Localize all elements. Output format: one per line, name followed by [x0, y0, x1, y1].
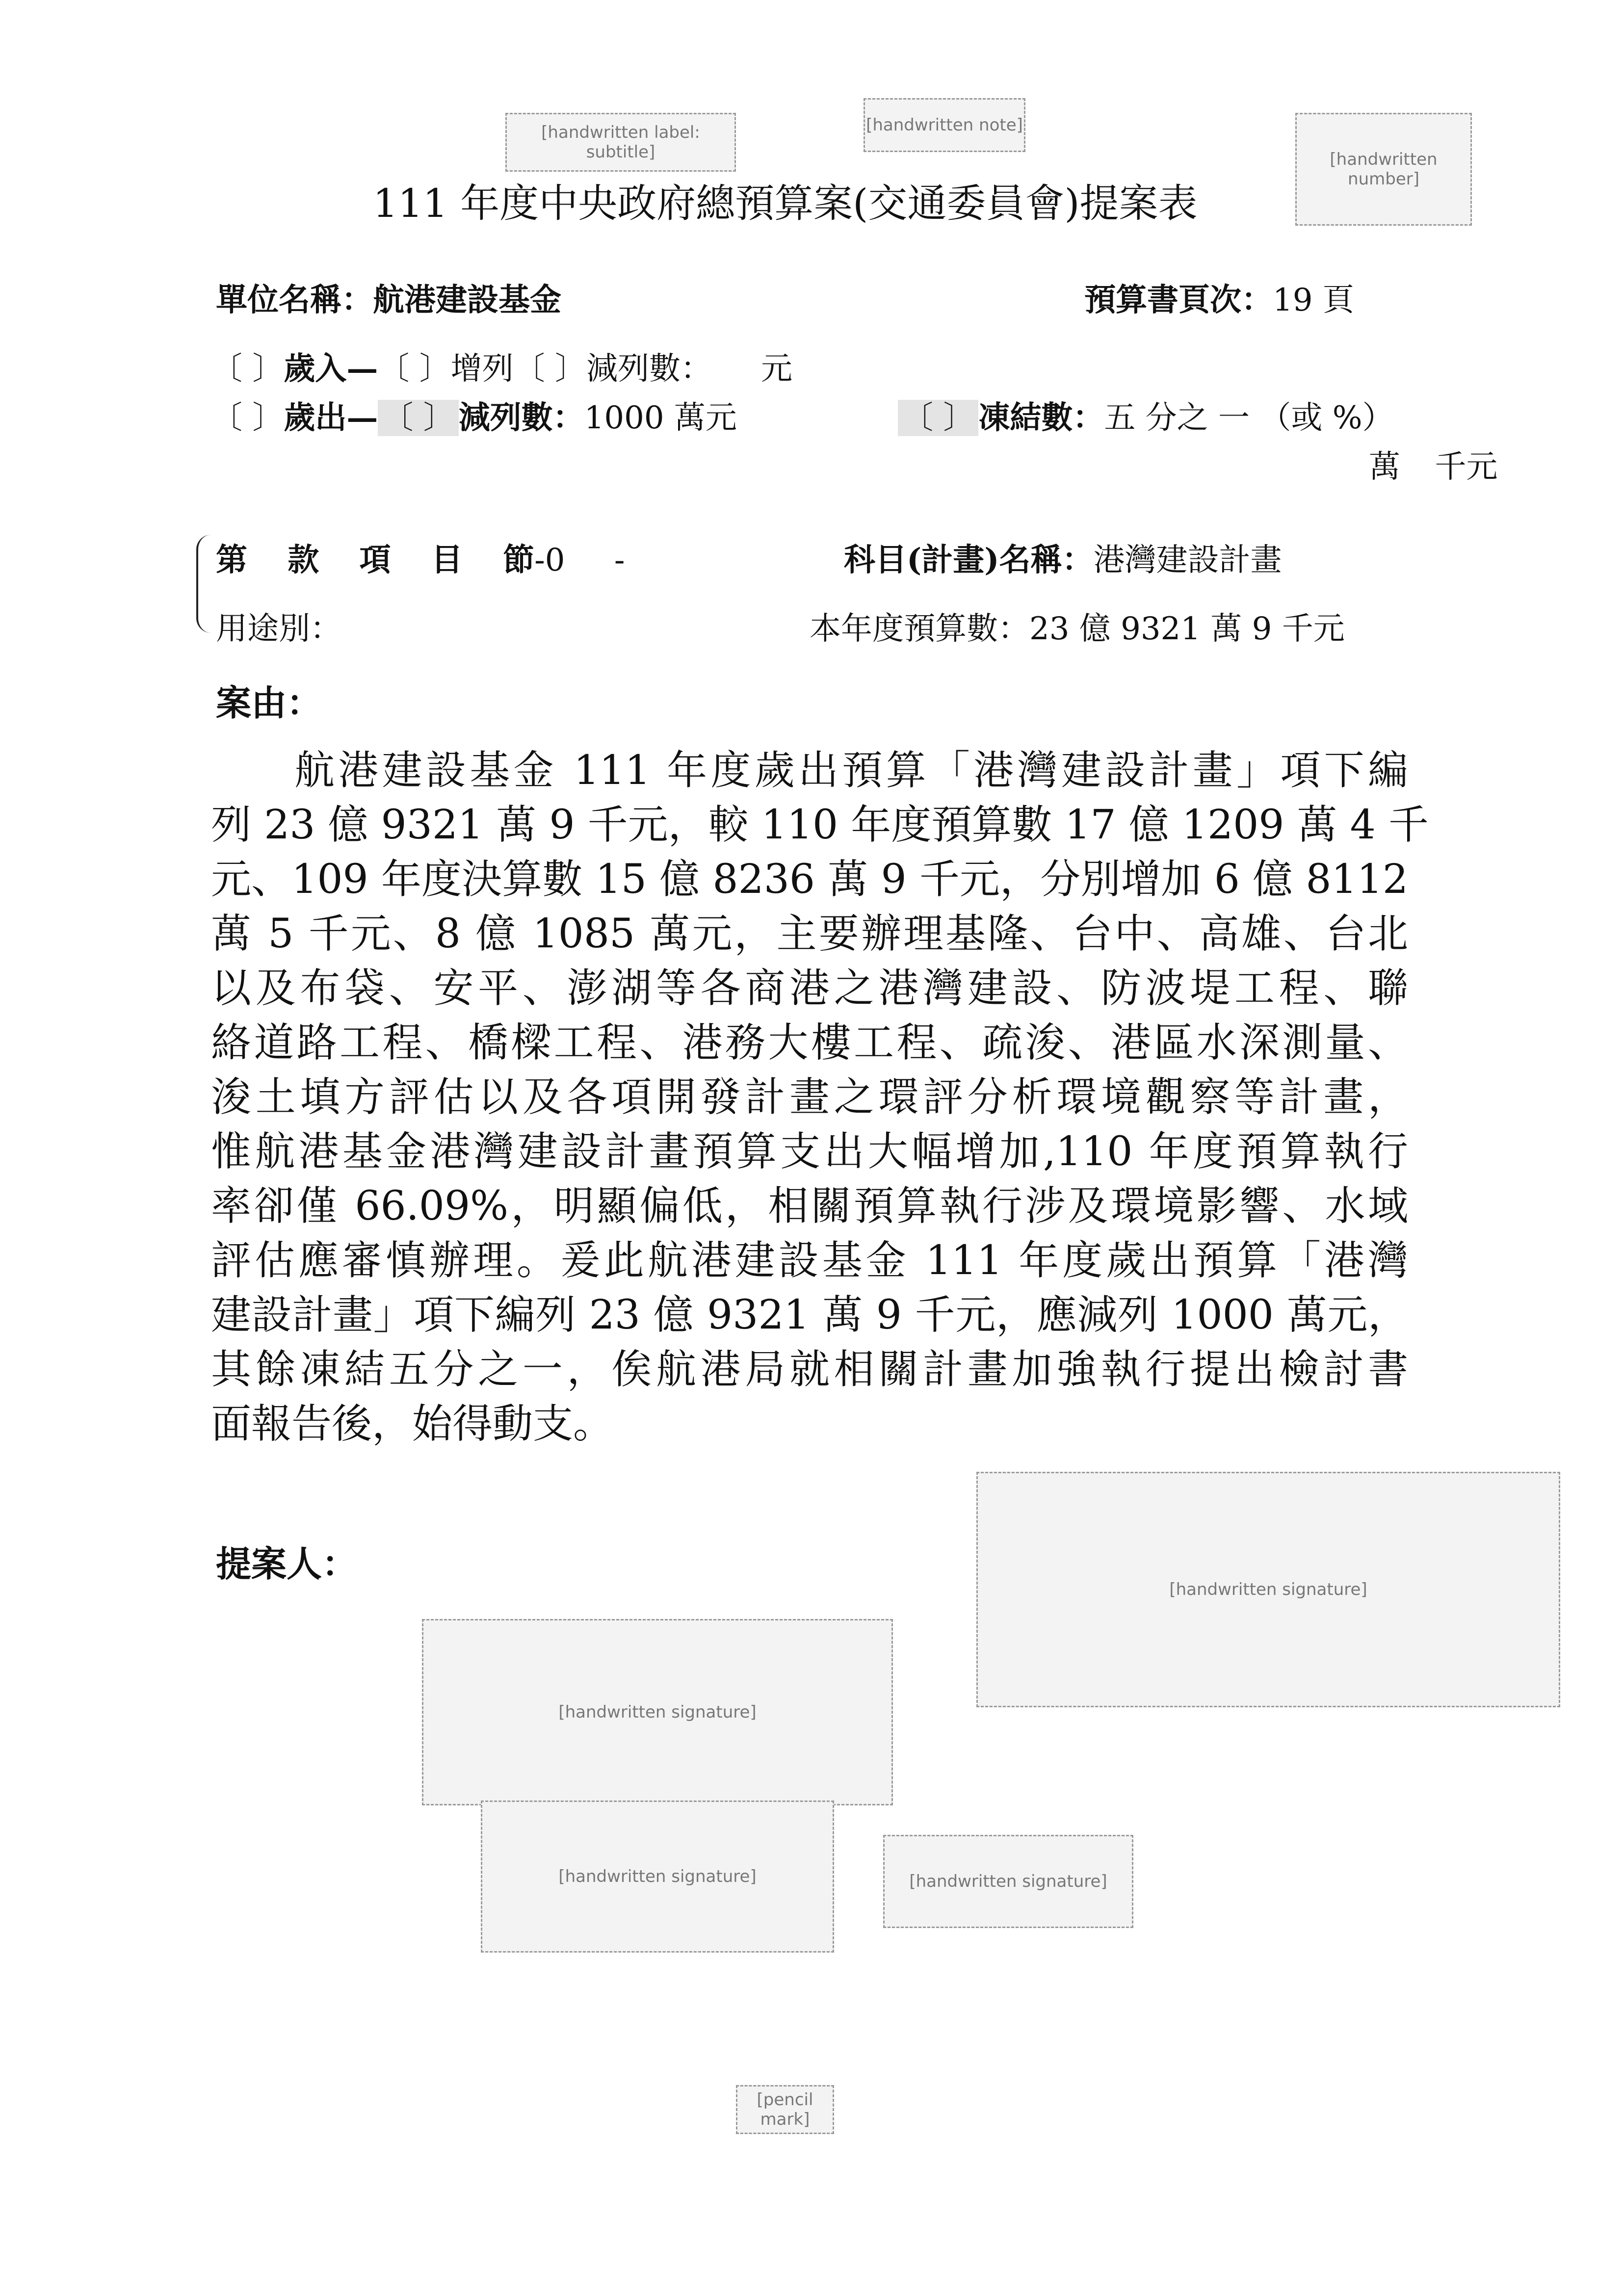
budget-label: 本年度預算數： [810, 611, 1029, 647]
section-code [216, 535, 625, 580]
proposers-label: 提案人： [216, 1543, 358, 1585]
section-code-label: 第 款 項 目 節 [216, 542, 535, 578]
revenue-label: 歲入— [284, 350, 378, 387]
reason-line: 元、109 年度決算數 15 億 8236 萬 9 千元，分別增加 6 億 8112 [211, 856, 1408, 903]
revenue-bracket: 〔 〕 [211, 351, 284, 387]
signature-4: [handwritten signature] [883, 1835, 1133, 1928]
subject-value: 港灣建設計畫 [1093, 542, 1282, 578]
page-ref-value: 19 頁 [1273, 282, 1354, 318]
subject-label: 科目(計畫)名稱： [844, 542, 1094, 578]
freeze-label: 凍結數： [978, 399, 1104, 436]
expenditure-decrease-value: 1000 萬元 [584, 400, 737, 436]
signature-3: [handwritten signature] [481, 1800, 834, 1953]
handwritten-title-subtitle: [handwritten label: subtitle] [505, 113, 736, 172]
budget [810, 603, 1345, 649]
signature-2: [handwritten signature] [976, 1472, 1560, 1707]
expenditure-decrease-bracket: 〔 〕 [378, 400, 458, 436]
reason-line: 萬 5 千元、8 億 1085 萬元，主要辦理基隆、台中、高雄、台北 [211, 911, 1408, 957]
reason-line: 絡道路工程、橋樑工程、港務大樓工程、疏浚、港區水深測量、 [211, 1019, 1408, 1066]
expenditure-bracket: 〔 〕 [211, 400, 284, 436]
reason-line: 列 23 億 9321 萬 9 千元，較 110 年度預算數 17 億 1209 萬 4 千 [211, 802, 1429, 848]
freeze-bracket: 〔 〕 [898, 400, 978, 436]
revenue-increase: 〔 〕增列 [378, 351, 514, 387]
freeze-row [898, 392, 1394, 438]
expenditure-label: 歲出— [284, 399, 378, 436]
reason-line: 建設計畫」項下編列 23 億 9321 萬 9 千元，應減列 1000 萬元， [211, 1292, 1408, 1338]
expenditure-row [211, 392, 737, 438]
reason-line: 浚土填方評估以及各項開發計畫之環評分析環境觀察等計畫， [211, 1074, 1408, 1121]
reason-line: 以及布袋、安平、澎湖等各商港之港灣建設、防波堤工程、聯 [211, 965, 1408, 1012]
freeze-units: 萬 千元 [1369, 449, 1498, 485]
reason-line: 評估應審慎辦理。爰此航港建設基金 111 年度歲出預算「港灣 [211, 1237, 1408, 1284]
reason-line: 惟航港基金港灣建設計畫預算支出大幅增加,110 年度預算執行 [211, 1128, 1408, 1175]
signature-1: [handwritten signature] [422, 1619, 893, 1805]
reason-line: 率卻僅 66.09%，明顯偏低，相關預算執行涉及環境影響、水域 [211, 1183, 1408, 1229]
unit-row [216, 275, 561, 320]
section-brace [196, 535, 218, 633]
handwritten-annotation: [handwritten note] [864, 98, 1025, 152]
reason-line: 航港建設基金 111 年度歲出預算「港灣建設計畫」項下編 [294, 747, 1408, 794]
revenue-unit: 元 [761, 351, 793, 387]
page-ref-label: 預算書頁次： [1084, 282, 1273, 318]
unit-label: 單位名稱： [216, 282, 373, 318]
budget-value: 23 億 9321 萬 9 千元 [1029, 611, 1345, 647]
freeze-value: 五 分之 一 （或 %） [1104, 400, 1394, 436]
revenue-row [211, 343, 792, 389]
reason-heading: 案由： [216, 682, 322, 724]
page-title: 111 年度中央政府總預算案(交通委員會)提案表 [373, 181, 1198, 226]
page-ref [1084, 275, 1354, 320]
section-code-value: -0 - [534, 542, 625, 578]
purpose-label: 用途別： [216, 611, 341, 647]
handwritten-form-number: [handwritten number] [1295, 113, 1472, 226]
expenditure-decrease-label: 減列數： [458, 399, 584, 436]
reason-line: 其餘凍結五分之一，俟航港局就相關計畫加強執行提出檢討書 [211, 1346, 1408, 1393]
handwritten-page-mark: [pencil mark] [736, 2085, 834, 2134]
revenue-decrease: 〔 〕減列數： [513, 351, 712, 387]
subject [844, 535, 1282, 580]
unit-value: 航港建設基金 [373, 282, 561, 318]
reason-line: 面報告後，始得動支。 [211, 1401, 614, 1447]
